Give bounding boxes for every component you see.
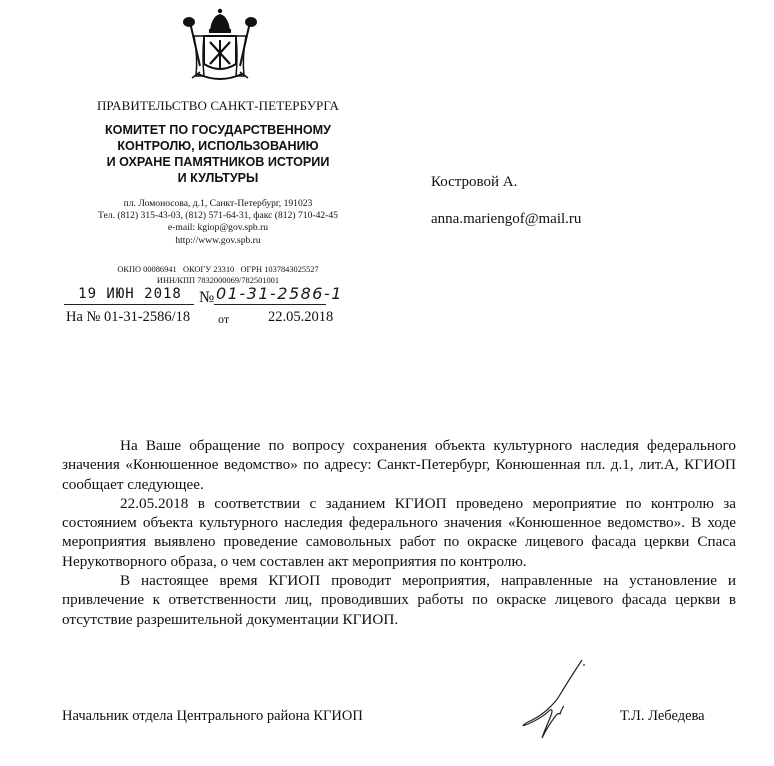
number-sign: № [199,289,215,306]
handwritten-signature-icon [520,648,620,748]
registration-codes [58,264,378,286]
recipient-email: anna.mariengof@mail.ru [431,211,582,227]
signer-title: Начальник отдела Центрального района КГИОП [62,708,363,724]
date-stamp: 19 ИЮН 2018 [78,286,182,302]
reference-date: 22.05.2018 [268,309,334,325]
phones: Тел. (812) 315-43-03, (812) 571-64-31, факс (812) 710-42-45 [98,210,338,222]
recipient-name: Костровой А. [431,174,518,190]
body-paragraph: В настоящее время КГИОП проводит мероприятия, направленные на установление и привлечение к ответственности лиц, проводивших работы по окраске лицевого фасада церкви в отсутствие разрешительной документации КГИОП. [62,572,736,628]
government-name: ПРАВИТЕЛЬСТВО САНКТ-ПЕТЕРБУРГА [96,98,340,113]
date-underline [64,304,194,305]
letter-body [62,436,736,629]
outgoing-number: 01-31-2586-1 [216,284,343,303]
signer-name: Т.Л. Лебедева [620,708,705,724]
committee-line: И КУЛЬТУРЫ [177,171,259,185]
reference-from-label: от [218,312,230,326]
number-underline [214,304,326,305]
reference-number: На № 01-31-2586/18 [66,309,191,325]
body-paragraph: На Ваше обращение по вопросу сохранения объекта культурного наследия федерального значения «Конюшенное ведомство» по адресу: Санкт-Петербург, Конюшенная пл. д.1, лит.А, КГИОП сообщает следующее. [62,437,736,493]
codes-line: ОКПО 00086941 ОКОГУ 23310 ОГРН 1037843025527 [117,265,319,274]
inn-kpp-line: ИНН/КПП 7832000069/782501001 [156,276,280,285]
address: пл. Ломоносова, д.1, Санкт-Петербург, 191023 [123,198,313,209]
body-paragraph: 22.05.2018 в соответствии с заданием КГИОП проведено мероприятие по контролю за состоянием объекта культурного наследия федерального значения «Конюшенное ведомство». В ходе мероприятия выявлено проведение самовольных работ по окраске лицевого фасада церкви Спаса Нерукотворного образа, о чем составлен акт мероприятия по контролю. [62,494,736,570]
committee-line: И ОХРАНЕ ПАМЯТНИКОВ ИСТОРИИ [106,155,330,169]
committee-line: КОМИТЕТ ПО ГОСУДАРСТВЕННОМУ [105,123,331,137]
committee-line: КОНТРОЛЮ, ИСПОЛЬЗОВАНИЮ [117,139,319,153]
website: http://www.gov.spb.ru [175,234,261,246]
email: e-mail: kgiop@gov.spb.ru [167,222,269,234]
contact-block [58,198,378,247]
saint-petersburg-coat-of-arms-icon [176,6,264,86]
committee-name [58,122,378,186]
